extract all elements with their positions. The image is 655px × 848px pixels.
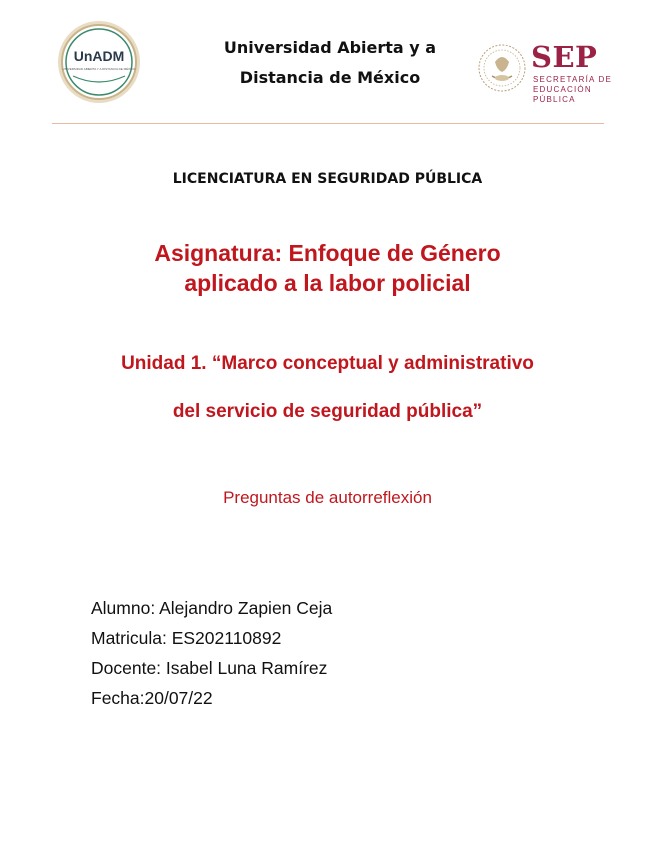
- document-header: [0, 0, 655, 125]
- student-name: Alumno: Alejandro Zapien Ceja: [91, 598, 333, 618]
- header-divider: [52, 123, 604, 124]
- university-name: [190, 33, 470, 93]
- degree-title: LICENCIATURA EN SEGURIDAD PÚBLICA: [172, 171, 483, 187]
- student-info: [91, 593, 332, 713]
- submission-date: Fecha:20/07/22: [91, 688, 213, 708]
- teacher-name: Docente: Isabel Luna Ramírez: [91, 658, 328, 678]
- university-name-line-2: Distancia de México: [239, 68, 421, 87]
- sep-wordmark: SEP: [531, 40, 598, 74]
- subject-title: [80, 238, 575, 298]
- activity-title: Preguntas de autorreflexión: [223, 488, 432, 507]
- university-name-line-1: Universidad Abierta y a: [223, 38, 437, 57]
- unadm-logo-text: UnADM: [73, 48, 125, 64]
- student-id: Matricula: ES202110892: [91, 628, 282, 648]
- unadm-logo: [57, 20, 141, 104]
- unit-title-line-2: del servicio de seguridad pública”: [172, 401, 483, 422]
- subject-line-1: Asignatura: Enfoque de Género: [154, 240, 501, 266]
- subject-line-2: aplicado a la labor policial: [184, 270, 471, 296]
- sep-subtitle: [533, 75, 637, 105]
- sep-logo: [477, 40, 637, 104]
- sep-subtitle-line-2: EDUCACIÓN PÚBLICA: [533, 85, 592, 104]
- sep-subtitle-line-1: SECRETARÍA DE: [533, 75, 613, 84]
- unit-title-line-1: Unidad 1. “Marco conceptual y administrativo: [121, 353, 534, 374]
- mexican-coat-of-arms-icon: [477, 42, 527, 94]
- unadm-logo-subtitle: UNIVERSIDAD ABIERTA Y A DISTANCIA DE MÉXICO: [62, 67, 136, 71]
